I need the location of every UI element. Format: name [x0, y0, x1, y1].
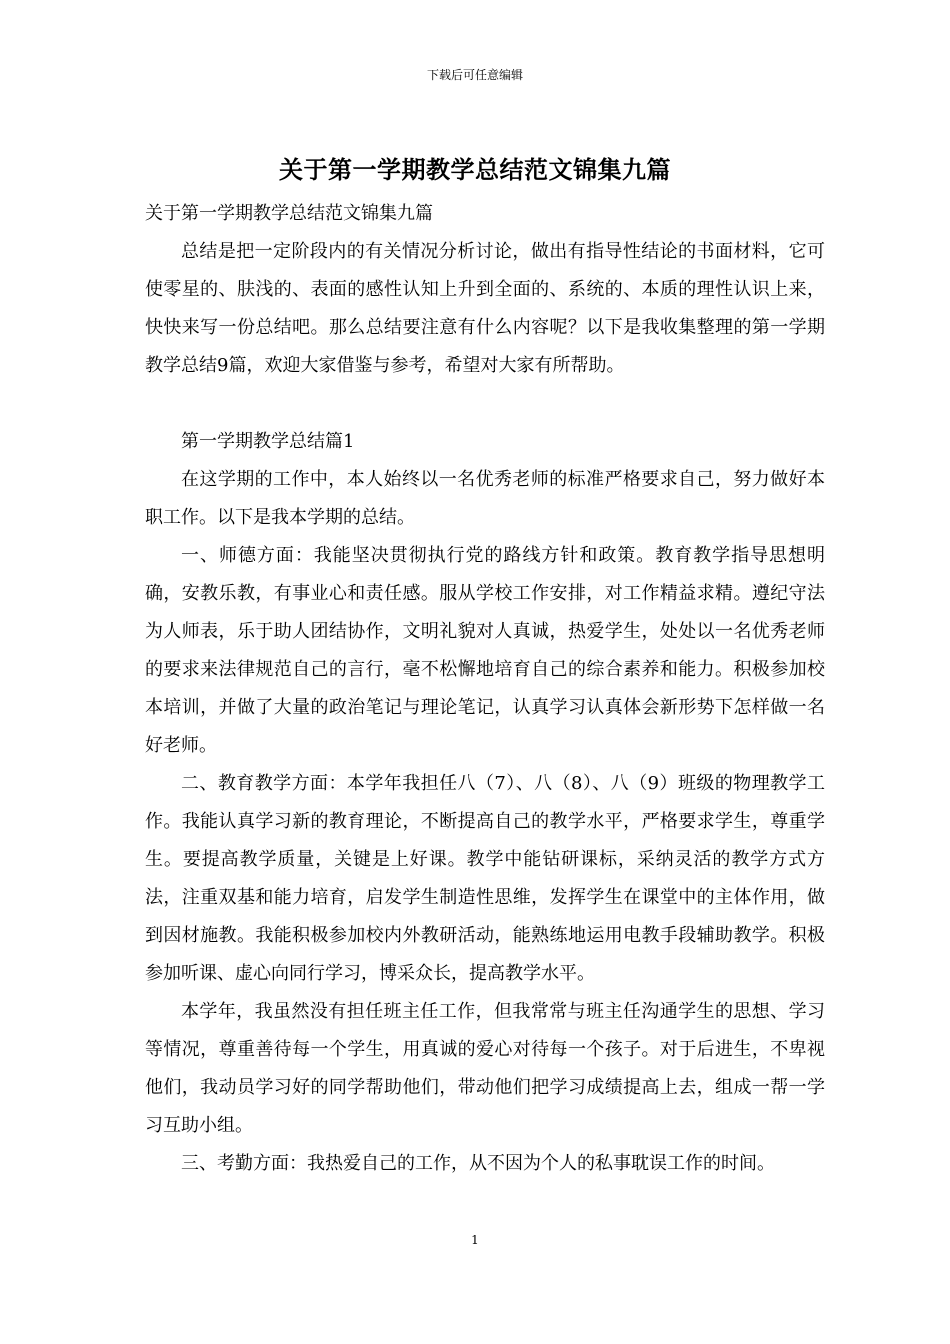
- section-heading: 第一学期教学总结篇1: [181, 431, 355, 452]
- body-paragraph: 本学年，我虽然没有担任班主任工作，但我常常与班主任沟通学生的思想、学习等情况，尊重善待每一个学生，用真诚的爱心对待每一个孩子。对于后进生，不卑视他们，我动员学习好的同学帮助他们，带动他们把学习成绩提高上去，组成一帮一学习互助小组。: [145, 1001, 825, 1136]
- blank-line: [145, 385, 825, 423]
- body-paragraph: 在这学期的工作中，本人始终以一名优秀老师的标准严格要求自己，努力做好本职工作。以下是我本学期的总结。: [145, 469, 825, 528]
- header-note: 下载后可任意编辑: [426, 68, 523, 82]
- document-body: [145, 195, 825, 1183]
- body-paragraph: 三、考勤方面：我热爱自己的工作，从不因为个人的私事耽误工作的时间。: [181, 1153, 775, 1174]
- body-paragraph: 二、教育教学方面：本学年我担任八（7）、八（8）、八（9）班级的物理教学工作。我能认真学习新的教育理论，不断提高自己的教学水平，严格要求学生，尊重学生。要提高教学质量，关键是上好课。教学中能钻研课标，采纳灵活的教学方式方法，注重双基和能力培育，启发学生制造性思维，发挥学生在课堂中的主体作用，做到因材施教。我能积极参加校内外教研活动，能熟练地运用电教手段辅助教学。积极参加听课、虚心向同行学习，博采众长，提高教学水平。: [145, 773, 825, 984]
- document-subtitle: 关于第一学期教学总结范文锦集九篇: [145, 203, 433, 224]
- document-title: 关于第一学期教学总结范文锦集九篇: [279, 155, 671, 184]
- page-number: 1: [471, 1233, 479, 1247]
- intro-paragraph: 总结是把一定阶段内的有关情况分析讨论，做出有指导性结论的书面材料，它可使零星的、肤浅的、表面的感性认知上升到全面的、系统的、本质的理性认识上来，快快来写一份总结吧。那么总结要注意有什么内容呢？以下是我收集整理的第一学期教学总结9篇，欢迎大家借鉴与参考，希望对大家有所帮助。: [145, 241, 825, 376]
- body-paragraph: 一、师德方面：我能坚决贯彻执行党的路线方针和政策。教育教学指导思想明确，安教乐教，有事业心和责任感。服从学校工作安排，对工作精益求精。遵纪守法为人师表，乐于助人团结协作，文明礼貌对人真诚，热爱学生，处处以一名优秀老师的要求来法律规范自己的言行，毫不松懈地培育自己的综合素养和能力。积极参加校本培训，并做了大量的政治笔记与理论笔记，认真学习认真体会新形势下怎样做一名好老师。: [145, 545, 825, 756]
